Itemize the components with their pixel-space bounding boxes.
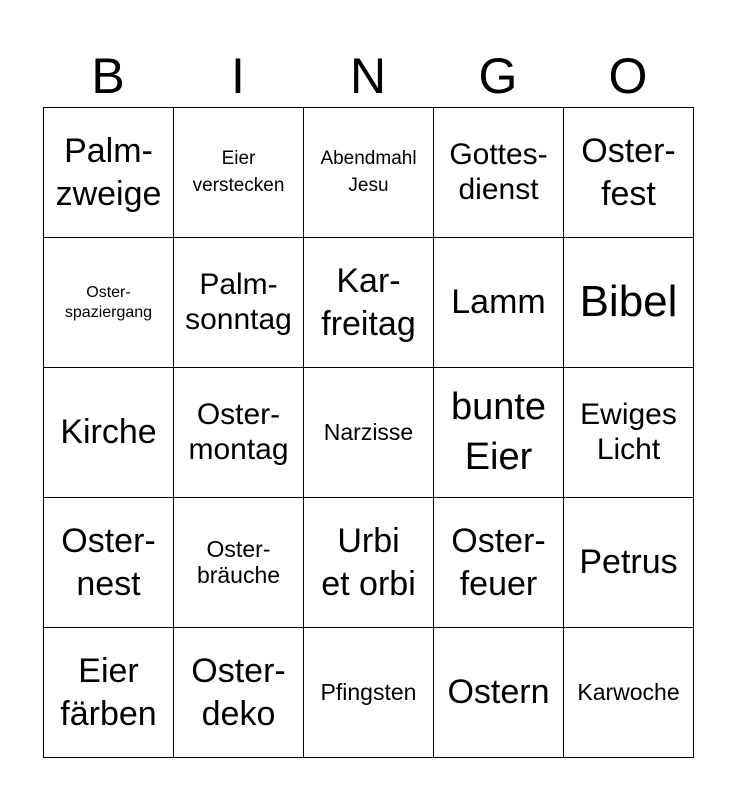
header-letter-i: I bbox=[231, 48, 245, 104]
bingo-cell-label: Kar- freitag bbox=[321, 262, 416, 343]
bingo-cell[interactable] bbox=[564, 368, 694, 498]
bingo-cell-label: Pfingsten bbox=[320, 678, 417, 705]
bingo-cell-label: Urbi et orbi bbox=[321, 522, 416, 603]
bingo-cell[interactable] bbox=[304, 238, 434, 368]
bingo-cell[interactable] bbox=[564, 628, 694, 758]
bingo-cell[interactable] bbox=[174, 108, 304, 238]
bingo-cell-label: Oster- feuer bbox=[451, 522, 546, 603]
bingo-cell-label: Gottes- dienst bbox=[449, 138, 548, 206]
bingo-cell[interactable] bbox=[434, 628, 564, 758]
bingo-cell-label: Oster- montag bbox=[188, 398, 289, 466]
bingo-grid bbox=[43, 107, 694, 758]
bingo-cell[interactable] bbox=[44, 238, 174, 368]
bingo-cell-label: Karwoche bbox=[577, 678, 680, 705]
header-letter-g: G bbox=[478, 48, 518, 104]
bingo-cell[interactable] bbox=[564, 238, 694, 368]
bingo-cell[interactable] bbox=[564, 498, 694, 628]
bingo-cell-label: Kirche bbox=[60, 413, 157, 452]
header-letter-b: B bbox=[91, 48, 125, 104]
bingo-cell[interactable] bbox=[434, 368, 564, 498]
bingo-cell-label: Eier färben bbox=[60, 652, 157, 733]
bingo-cell-label: Abendmahl Jesu bbox=[320, 147, 417, 196]
bingo-cell-label: Oster- deko bbox=[191, 652, 286, 733]
header-letter-n: N bbox=[349, 48, 387, 104]
bingo-cell[interactable] bbox=[304, 368, 434, 498]
bingo-cell-label: Oster- nest bbox=[61, 522, 156, 603]
bingo-cell[interactable] bbox=[44, 498, 174, 628]
bingo-cell[interactable] bbox=[174, 628, 304, 758]
bingo-cell-label: Palm- sonntag bbox=[185, 268, 292, 336]
bingo-cell-label: Oster- spaziergang bbox=[64, 283, 153, 321]
bingo-cell[interactable] bbox=[174, 368, 304, 498]
bingo-cell[interactable] bbox=[174, 238, 304, 368]
bingo-cell-label: Eier verstecken bbox=[192, 147, 285, 196]
bingo-cell[interactable] bbox=[434, 108, 564, 238]
bingo-cell[interactable] bbox=[304, 628, 434, 758]
bingo-cell-label: bunte Eier bbox=[450, 386, 547, 478]
bingo-cell-label: Narzisse bbox=[323, 418, 414, 445]
bingo-cell-label: Petrus bbox=[579, 543, 678, 582]
bingo-cell[interactable] bbox=[434, 498, 564, 628]
header-letter-o: O bbox=[608, 48, 648, 104]
bingo-cell-label: Ewiges Licht bbox=[580, 398, 677, 466]
bingo-cell-label: Ostern bbox=[447, 673, 550, 712]
bingo-cell[interactable] bbox=[304, 108, 434, 238]
bingo-cell-label: Oster- fest bbox=[581, 132, 676, 213]
bingo-cell[interactable] bbox=[44, 108, 174, 238]
bingo-cell-label: Bibel bbox=[579, 277, 678, 327]
bingo-cell[interactable] bbox=[304, 498, 434, 628]
bingo-cell[interactable] bbox=[44, 628, 174, 758]
bingo-cell[interactable] bbox=[174, 498, 304, 628]
bingo-header bbox=[43, 46, 693, 106]
bingo-cell[interactable] bbox=[434, 238, 564, 368]
bingo-cell-label: Palm- zweige bbox=[55, 132, 162, 213]
bingo-cell[interactable] bbox=[44, 368, 174, 498]
bingo-cell[interactable] bbox=[564, 108, 694, 238]
bingo-cell-label: Oster- bräuche bbox=[196, 536, 281, 588]
bingo-cell-label: Lamm bbox=[451, 283, 546, 322]
